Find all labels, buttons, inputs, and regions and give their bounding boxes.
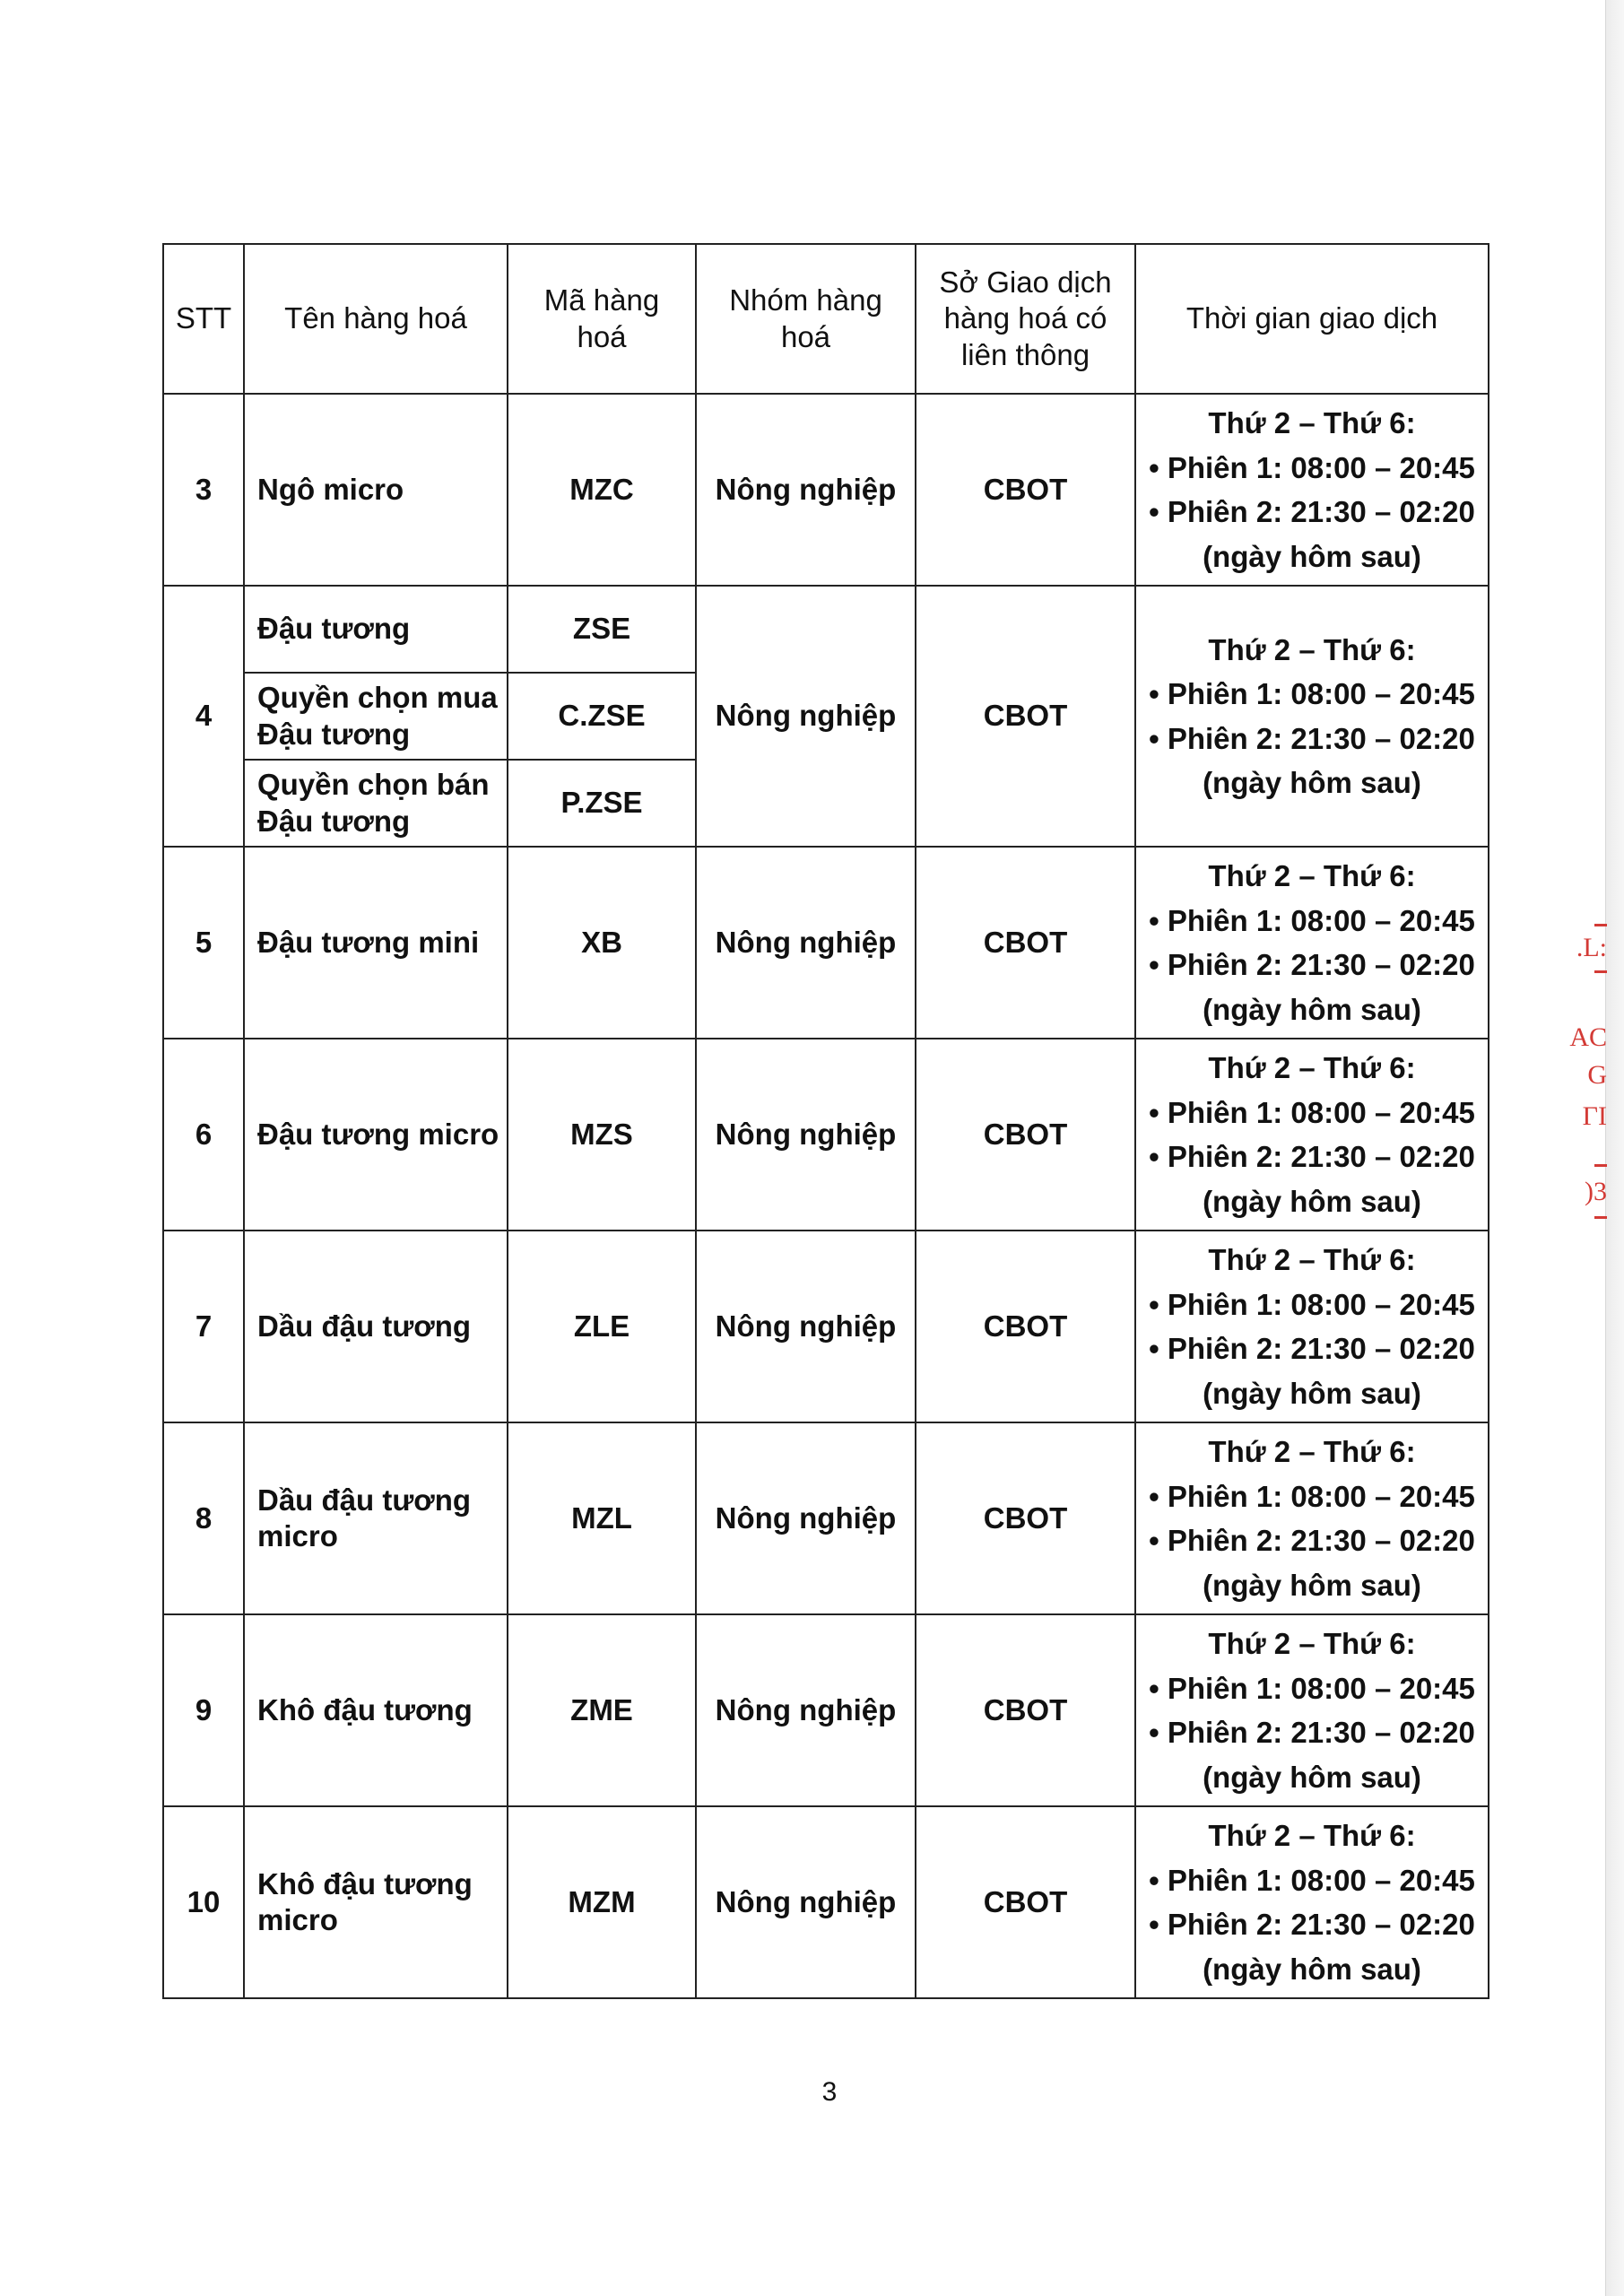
time-note: (ngày hôm sau)	[1203, 1184, 1421, 1218]
time-days: Thứ 2 – Thứ 6:	[1208, 1627, 1416, 1660]
commodity-table	[162, 243, 1489, 1999]
cell-trading-time	[1135, 1039, 1489, 1231]
time-session-1: • Phiên 1: 08:00 – 20:45	[1149, 1287, 1475, 1321]
time-session-2: • Phiên 2: 21:30 – 02:20	[1149, 1908, 1475, 1941]
stamp-text-5: )3	[1585, 1177, 1607, 1206]
time-session-1: • Phiên 1: 08:00 – 20:45	[1149, 1479, 1475, 1513]
cell-name: Đậu tương	[244, 586, 508, 673]
table-row	[163, 1806, 1489, 1998]
time-session-1: • Phiên 1: 08:00 – 20:45	[1149, 677, 1475, 710]
time-session-2: • Phiên 2: 21:30 – 02:20	[1149, 1140, 1475, 1173]
cell-stt: 10	[163, 1806, 244, 1998]
cell-trading-time	[1135, 1806, 1489, 1998]
page-number: 3	[821, 2077, 838, 2107]
header-time: Thời gian giao dịch	[1135, 244, 1489, 394]
cell-exchange: CBOT	[916, 394, 1135, 586]
time-days: Thứ 2 – Thứ 6:	[1208, 1435, 1416, 1468]
cell-group: Nông nghiệp	[696, 1614, 916, 1806]
cell-exchange: CBOT	[916, 1231, 1135, 1422]
cell-exchange: CBOT	[916, 1614, 1135, 1806]
cell-exchange: CBOT	[916, 1806, 1135, 1998]
time-session-2: • Phiên 2: 21:30 – 02:20	[1149, 721, 1475, 755]
cell-code: MZS	[508, 1039, 696, 1231]
time-session-1: • Phiên 1: 08:00 – 20:45	[1149, 903, 1475, 937]
cell-group: Nông nghiệp	[696, 1422, 916, 1614]
time-note: (ngày hôm sau)	[1203, 1952, 1421, 1986]
cell-group: Nông nghiệp	[696, 1806, 916, 1998]
header-name: Tên hàng hoá	[244, 244, 508, 394]
cell-group: Nông nghiệp	[696, 1039, 916, 1231]
table-row	[163, 1422, 1489, 1614]
cell-stt: 6	[163, 1039, 244, 1231]
cell-trading-time	[1135, 394, 1489, 586]
table-row	[163, 586, 1489, 673]
cell-code: ZME	[508, 1614, 696, 1806]
time-session-2: • Phiên 2: 21:30 – 02:20	[1149, 1332, 1475, 1365]
cell-exchange: CBOT	[916, 586, 1135, 847]
cell-name: Khô đậu tương micro	[244, 1806, 508, 1998]
cell-code: C.ZSE	[508, 673, 696, 760]
cell-trading-time	[1135, 1422, 1489, 1614]
cell-code: XB	[508, 847, 696, 1039]
header-code: Mã hàng hoá	[508, 244, 696, 394]
cell-stt: 3	[163, 394, 244, 586]
time-note: (ngày hôm sau)	[1203, 539, 1421, 573]
time-session-2: • Phiên 2: 21:30 – 02:20	[1149, 495, 1475, 528]
header-stt: STT	[163, 244, 244, 394]
table-row	[163, 1231, 1489, 1422]
cell-name: Khô đậu tương	[244, 1614, 508, 1806]
cell-group: Nông nghiệp	[696, 1231, 916, 1422]
cell-code: MZM	[508, 1806, 696, 1998]
time-days: Thứ 2 – Thứ 6:	[1208, 1819, 1416, 1852]
cell-name: Đậu tương mini	[244, 847, 508, 1039]
cell-name: Quyền chọn mua Đậu tương	[244, 673, 508, 760]
time-note: (ngày hôm sau)	[1203, 1568, 1421, 1602]
cell-stt: 4	[163, 586, 244, 847]
time-days: Thứ 2 – Thứ 6:	[1208, 632, 1416, 666]
time-days: Thứ 2 – Thứ 6:	[1208, 859, 1416, 892]
cell-exchange: CBOT	[916, 1039, 1135, 1231]
time-session-2: • Phiên 2: 21:30 – 02:20	[1149, 1716, 1475, 1749]
cell-name: Dầu đậu tương micro	[244, 1422, 508, 1614]
table-row	[163, 1614, 1489, 1806]
time-session-2: • Phiên 2: 21:30 – 02:20	[1149, 1524, 1475, 1557]
stamp-text-4: ΓI	[1582, 1101, 1607, 1131]
cell-trading-time	[1135, 1231, 1489, 1422]
time-note: (ngày hôm sau)	[1203, 766, 1421, 799]
time-note: (ngày hôm sau)	[1203, 1760, 1421, 1794]
table-row	[163, 394, 1489, 586]
header-group: Nhóm hàng hoá	[696, 244, 916, 394]
red-stamp-fragment	[1569, 924, 1607, 1247]
cell-name: Ngô micro	[244, 394, 508, 586]
time-session-1: • Phiên 1: 08:00 – 20:45	[1149, 1671, 1475, 1705]
cell-code: MZC	[508, 394, 696, 586]
time-days: Thứ 2 – Thứ 6:	[1208, 406, 1416, 439]
stamp-text-3: G	[1587, 1060, 1607, 1090]
cell-trading-time	[1135, 847, 1489, 1039]
cell-code: ZLE	[508, 1231, 696, 1422]
time-note: (ngày hôm sau)	[1203, 992, 1421, 1026]
cell-group: Nông nghiệp	[696, 394, 916, 586]
cell-stt: 8	[163, 1422, 244, 1614]
cell-code: MZL	[508, 1422, 696, 1614]
time-session-1: • Phiên 1: 08:00 – 20:45	[1149, 1095, 1475, 1129]
stamp-text-2: AC	[1569, 1022, 1607, 1052]
cell-exchange: CBOT	[916, 1422, 1135, 1614]
table-row	[163, 1039, 1489, 1231]
cell-exchange: CBOT	[916, 847, 1135, 1039]
time-days: Thứ 2 – Thứ 6:	[1208, 1051, 1416, 1084]
cell-stt: 7	[163, 1231, 244, 1422]
cell-name: Quyền chọn bán Đậu tương	[244, 760, 508, 847]
cell-trading-time	[1135, 586, 1489, 847]
cell-trading-time	[1135, 1614, 1489, 1806]
cell-stt: 9	[163, 1614, 244, 1806]
time-session-2: • Phiên 2: 21:30 – 02:20	[1149, 948, 1475, 981]
cell-name: Dầu đậu tương	[244, 1231, 508, 1422]
cell-code: P.ZSE	[508, 760, 696, 847]
time-note: (ngày hôm sau)	[1203, 1376, 1421, 1410]
cell-group: Nông nghiệp	[696, 586, 916, 847]
cell-group: Nông nghiệp	[696, 847, 916, 1039]
time-session-1: • Phiên 1: 08:00 – 20:45	[1149, 450, 1475, 484]
header-exchange: Sở Giao dịch hàng hoá có liên thông	[916, 244, 1135, 394]
table-header-row	[163, 244, 1489, 394]
cell-code: ZSE	[508, 586, 696, 673]
cell-name: Đậu tương micro	[244, 1039, 508, 1231]
time-session-1: • Phiên 1: 08:00 – 20:45	[1149, 1863, 1475, 1897]
time-days: Thứ 2 – Thứ 6:	[1208, 1243, 1416, 1276]
stamp-text-1: .L:	[1576, 933, 1607, 962]
page-edge-shadow	[1605, 0, 1624, 2296]
cell-stt: 5	[163, 847, 244, 1039]
table-row	[163, 847, 1489, 1039]
